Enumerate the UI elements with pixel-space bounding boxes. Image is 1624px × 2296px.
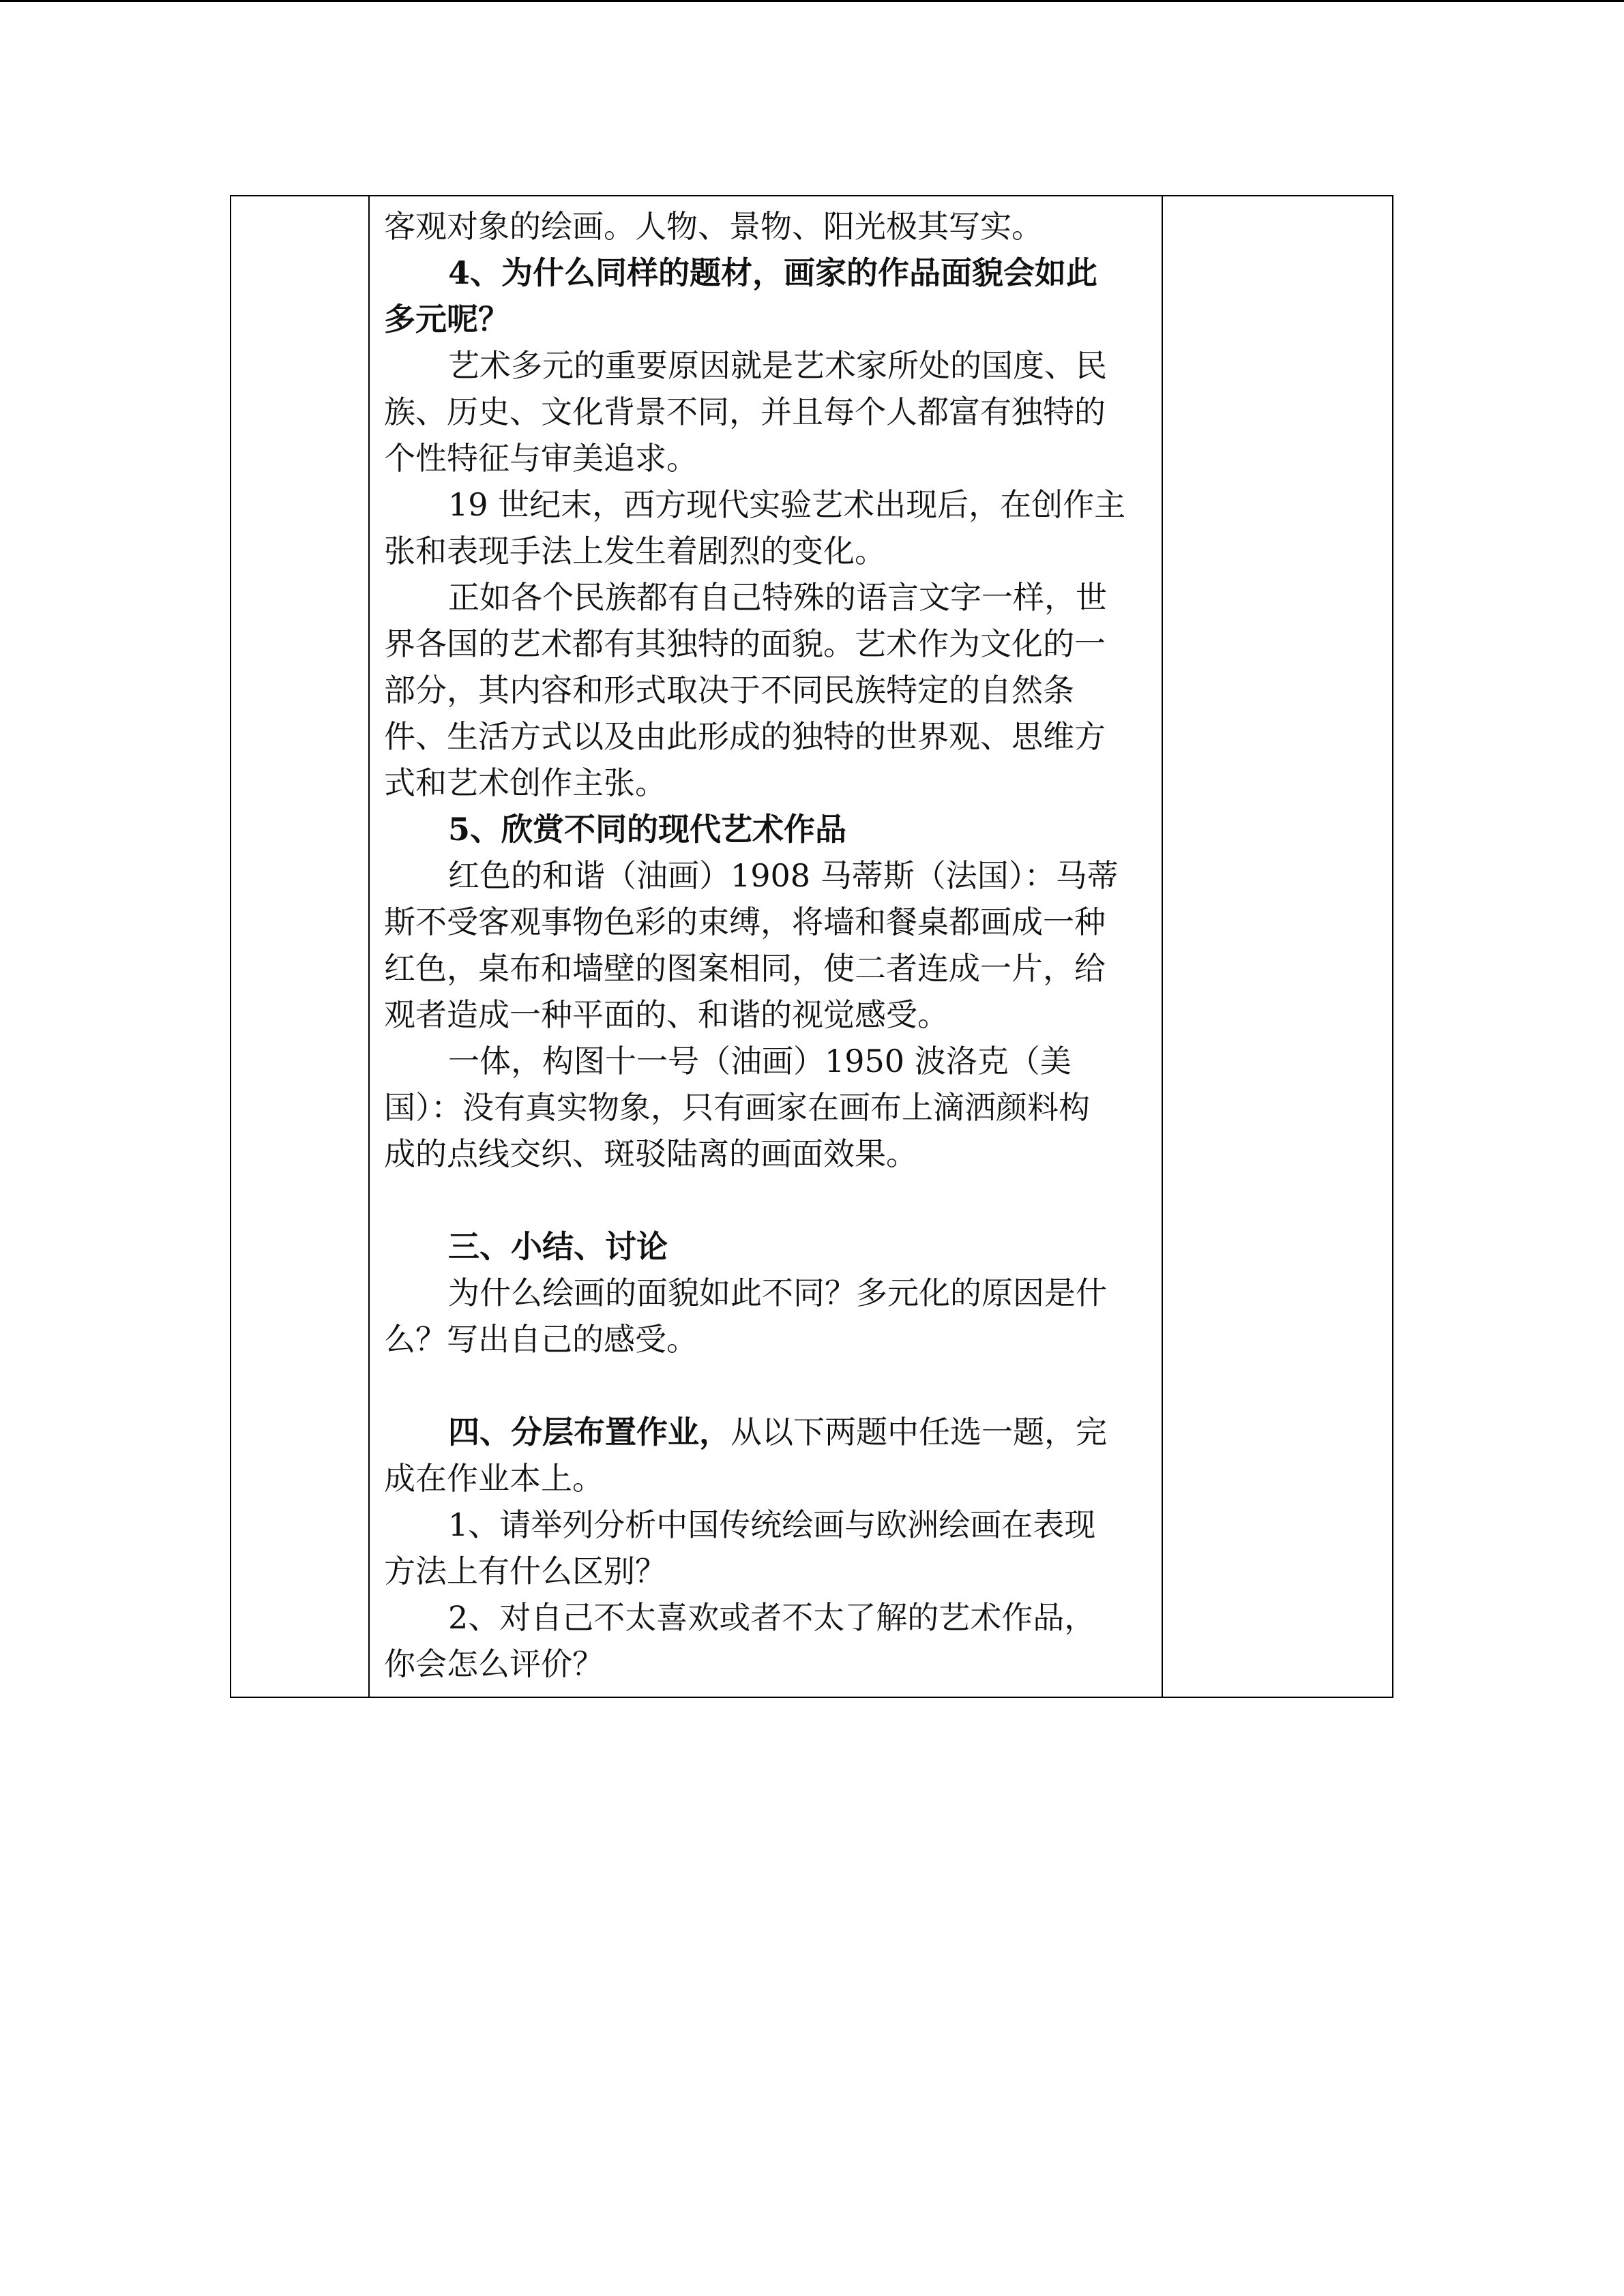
text-line: 客观对象的绘画。人物、景物、阳光极其写实。 bbox=[384, 208, 1043, 245]
section-heading: 三、小结、讨论 bbox=[448, 1228, 668, 1265]
text-line: 么？写出自己的感受。 bbox=[384, 1321, 698, 1358]
text-line: 方法上有什么区别？ bbox=[384, 1553, 666, 1590]
text-line: 艺术多元的重要原因就是艺术家所处的国度、民 bbox=[448, 347, 1107, 384]
text-line: 成在作业本上。 bbox=[384, 1460, 604, 1497]
text-line: 2、对自己不太喜欢或者不太了解的艺术作品， bbox=[448, 1599, 1096, 1636]
text-line: 为什么绘画的面貌如此不同？多元化的原因是什 bbox=[448, 1274, 1107, 1311]
text-line: 红色，桌布和墙壁的图案相同，使二者连成一片，给 bbox=[384, 950, 1106, 987]
text-line: 斯不受客观事物色彩的束缚，将墙和餐桌都画成一种 bbox=[384, 904, 1106, 940]
section-heading: 5、欣赏不同的现代艺术作品 bbox=[448, 811, 847, 848]
text-line: 红色的和谐（油画）1908 马蒂斯（法国）：马蒂 bbox=[448, 857, 1119, 894]
text-line: 国）：没有真实物象，只有画家在画布上滴洒颜料构 bbox=[384, 1089, 1090, 1126]
text-line: 件、生活方式以及由此形成的独特的世界观、思维方 bbox=[384, 718, 1106, 755]
homework-heading-line bbox=[370, 1409, 1162, 1455]
table-right-cell bbox=[1163, 196, 1392, 1697]
lesson-plan-table bbox=[230, 195, 1393, 1698]
text-line: 张和表现手法上发生着剧烈的变化。 bbox=[384, 533, 886, 569]
text-line: 成的点线交织、斑驳陆离的画面效果。 bbox=[384, 1135, 917, 1172]
section-heading: 四、分层布置作业， bbox=[448, 1414, 730, 1450]
table-content-cell bbox=[370, 196, 1162, 1697]
text-line: 个性特征与审美追求。 bbox=[384, 440, 698, 477]
text-line: 1、请举列分析中国传统绘画与欧洲绘画在表现 bbox=[448, 1506, 1096, 1543]
text-line: 界各国的艺术都有其独特的面貌。艺术作为文化的一 bbox=[384, 625, 1106, 662]
page-top-border bbox=[0, 0, 1624, 2]
section-heading: 4、为什么同样的题材，画家的作品面貌会如此 bbox=[448, 254, 1098, 291]
text-line: 正如各个民族都有自己特殊的语言文字一样，世 bbox=[448, 579, 1107, 616]
table-left-cell bbox=[231, 196, 368, 1697]
text-line: 你会怎么评价？ bbox=[384, 1645, 604, 1682]
section-heading: 多元呢？ bbox=[384, 301, 510, 338]
text-line: 从以下两题中任选一题，完 bbox=[730, 1414, 1107, 1450]
text-line: 部分，其内容和形式取决于不同民族特定的自然条 bbox=[384, 672, 1074, 709]
text-line: 观者造成一种平面的、和谐的视觉感受。 bbox=[384, 996, 949, 1033]
text-line: 式和艺术创作主张。 bbox=[384, 764, 666, 801]
text-line: 族、历史、文化背景不同，并且每个人都富有独特的 bbox=[384, 393, 1106, 430]
text-line: 19 世纪末，西方现代实验艺术出现后，在创作主 bbox=[448, 486, 1126, 523]
text-line: 一体，构图十一号（油画）1950 波洛克（美 bbox=[448, 1043, 1072, 1079]
